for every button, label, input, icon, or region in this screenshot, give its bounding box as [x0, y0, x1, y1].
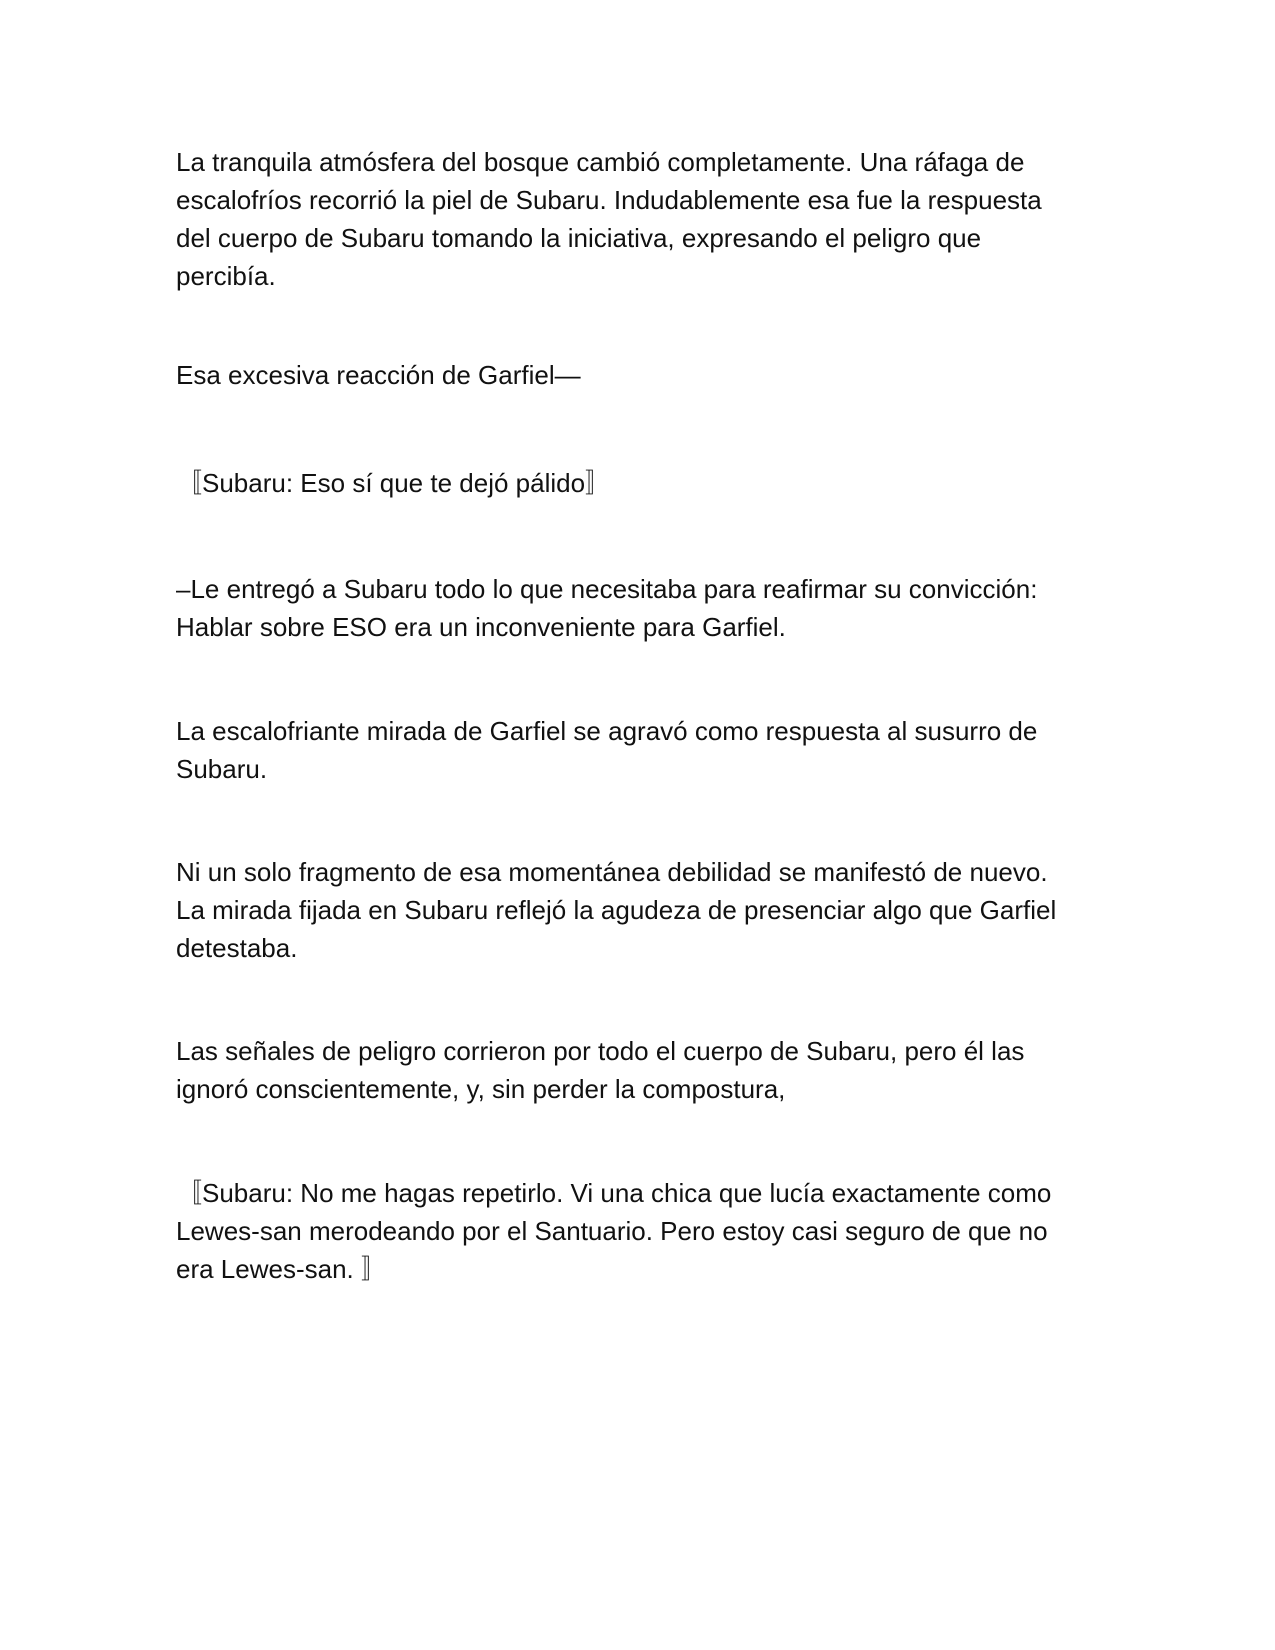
paragraph-danger-signals [176, 1032, 1096, 1108]
dialogue-subaru-pale [176, 464, 1096, 502]
text-line: La mirada fijada en Subaru reflejó la agudeza de presenciar algo que Garfiel [176, 895, 1057, 925]
text-line: La escalofriante mirada de Garfiel se agravó como respuesta al susurro de [176, 716, 1038, 746]
text-line: –Le entregó a Subaru todo lo que necesitaba para reafirmar su convicción: [176, 574, 1038, 604]
text-line: del cuerpo de Subaru tomando la iniciativa, expresando el peligro que [176, 223, 982, 253]
text-line: Las señales de peligro corrieron por todo el cuerpo de Subaru, pero él las [176, 1036, 1025, 1066]
text-line: detestaba. [176, 933, 298, 963]
text-line: Ni un solo fragmento de esa momentánea debilidad se manifestó de nuevo. [176, 857, 1048, 887]
text-line: Hablar sobre ESO era un inconveniente para Garfiel. [176, 612, 786, 642]
text-line: Subaru. [176, 754, 268, 784]
text-line: escalofríos recorrió la piel de Subaru. Indudablemente esa fue la respuesta [176, 185, 1042, 215]
text-line: La tranquila atmósfera del bosque cambió completamente. Una ráfaga de [176, 147, 1025, 177]
paragraph-conviction [176, 570, 1096, 646]
text-line: ignoró conscientemente, y, sin perder la compostura, [176, 1074, 786, 1104]
text-line: 〚Subaru: Eso sí que te dejó pálido〛 [176, 468, 612, 498]
paragraph-weakness [176, 853, 1096, 967]
text-line: Esa excesiva reacción de Garfiel— [176, 360, 581, 390]
paragraph-forest-atmosphere [176, 143, 1096, 295]
dialogue-subaru-lewes [176, 1174, 1096, 1288]
text-line: Lewes-san merodeando por el Santuario. Pero estoy casi seguro de que no [176, 1216, 1048, 1246]
paragraph-garfiel-reaction [176, 356, 1096, 394]
text-line: era Lewes-san. 〛 [176, 1254, 387, 1284]
text-line: 〚Subaru: No me hagas repetirlo. Vi una chica que lucía exactamente como [176, 1178, 1052, 1208]
paragraph-chilling-gaze [176, 712, 1096, 788]
text-line: percibía. [176, 261, 276, 291]
